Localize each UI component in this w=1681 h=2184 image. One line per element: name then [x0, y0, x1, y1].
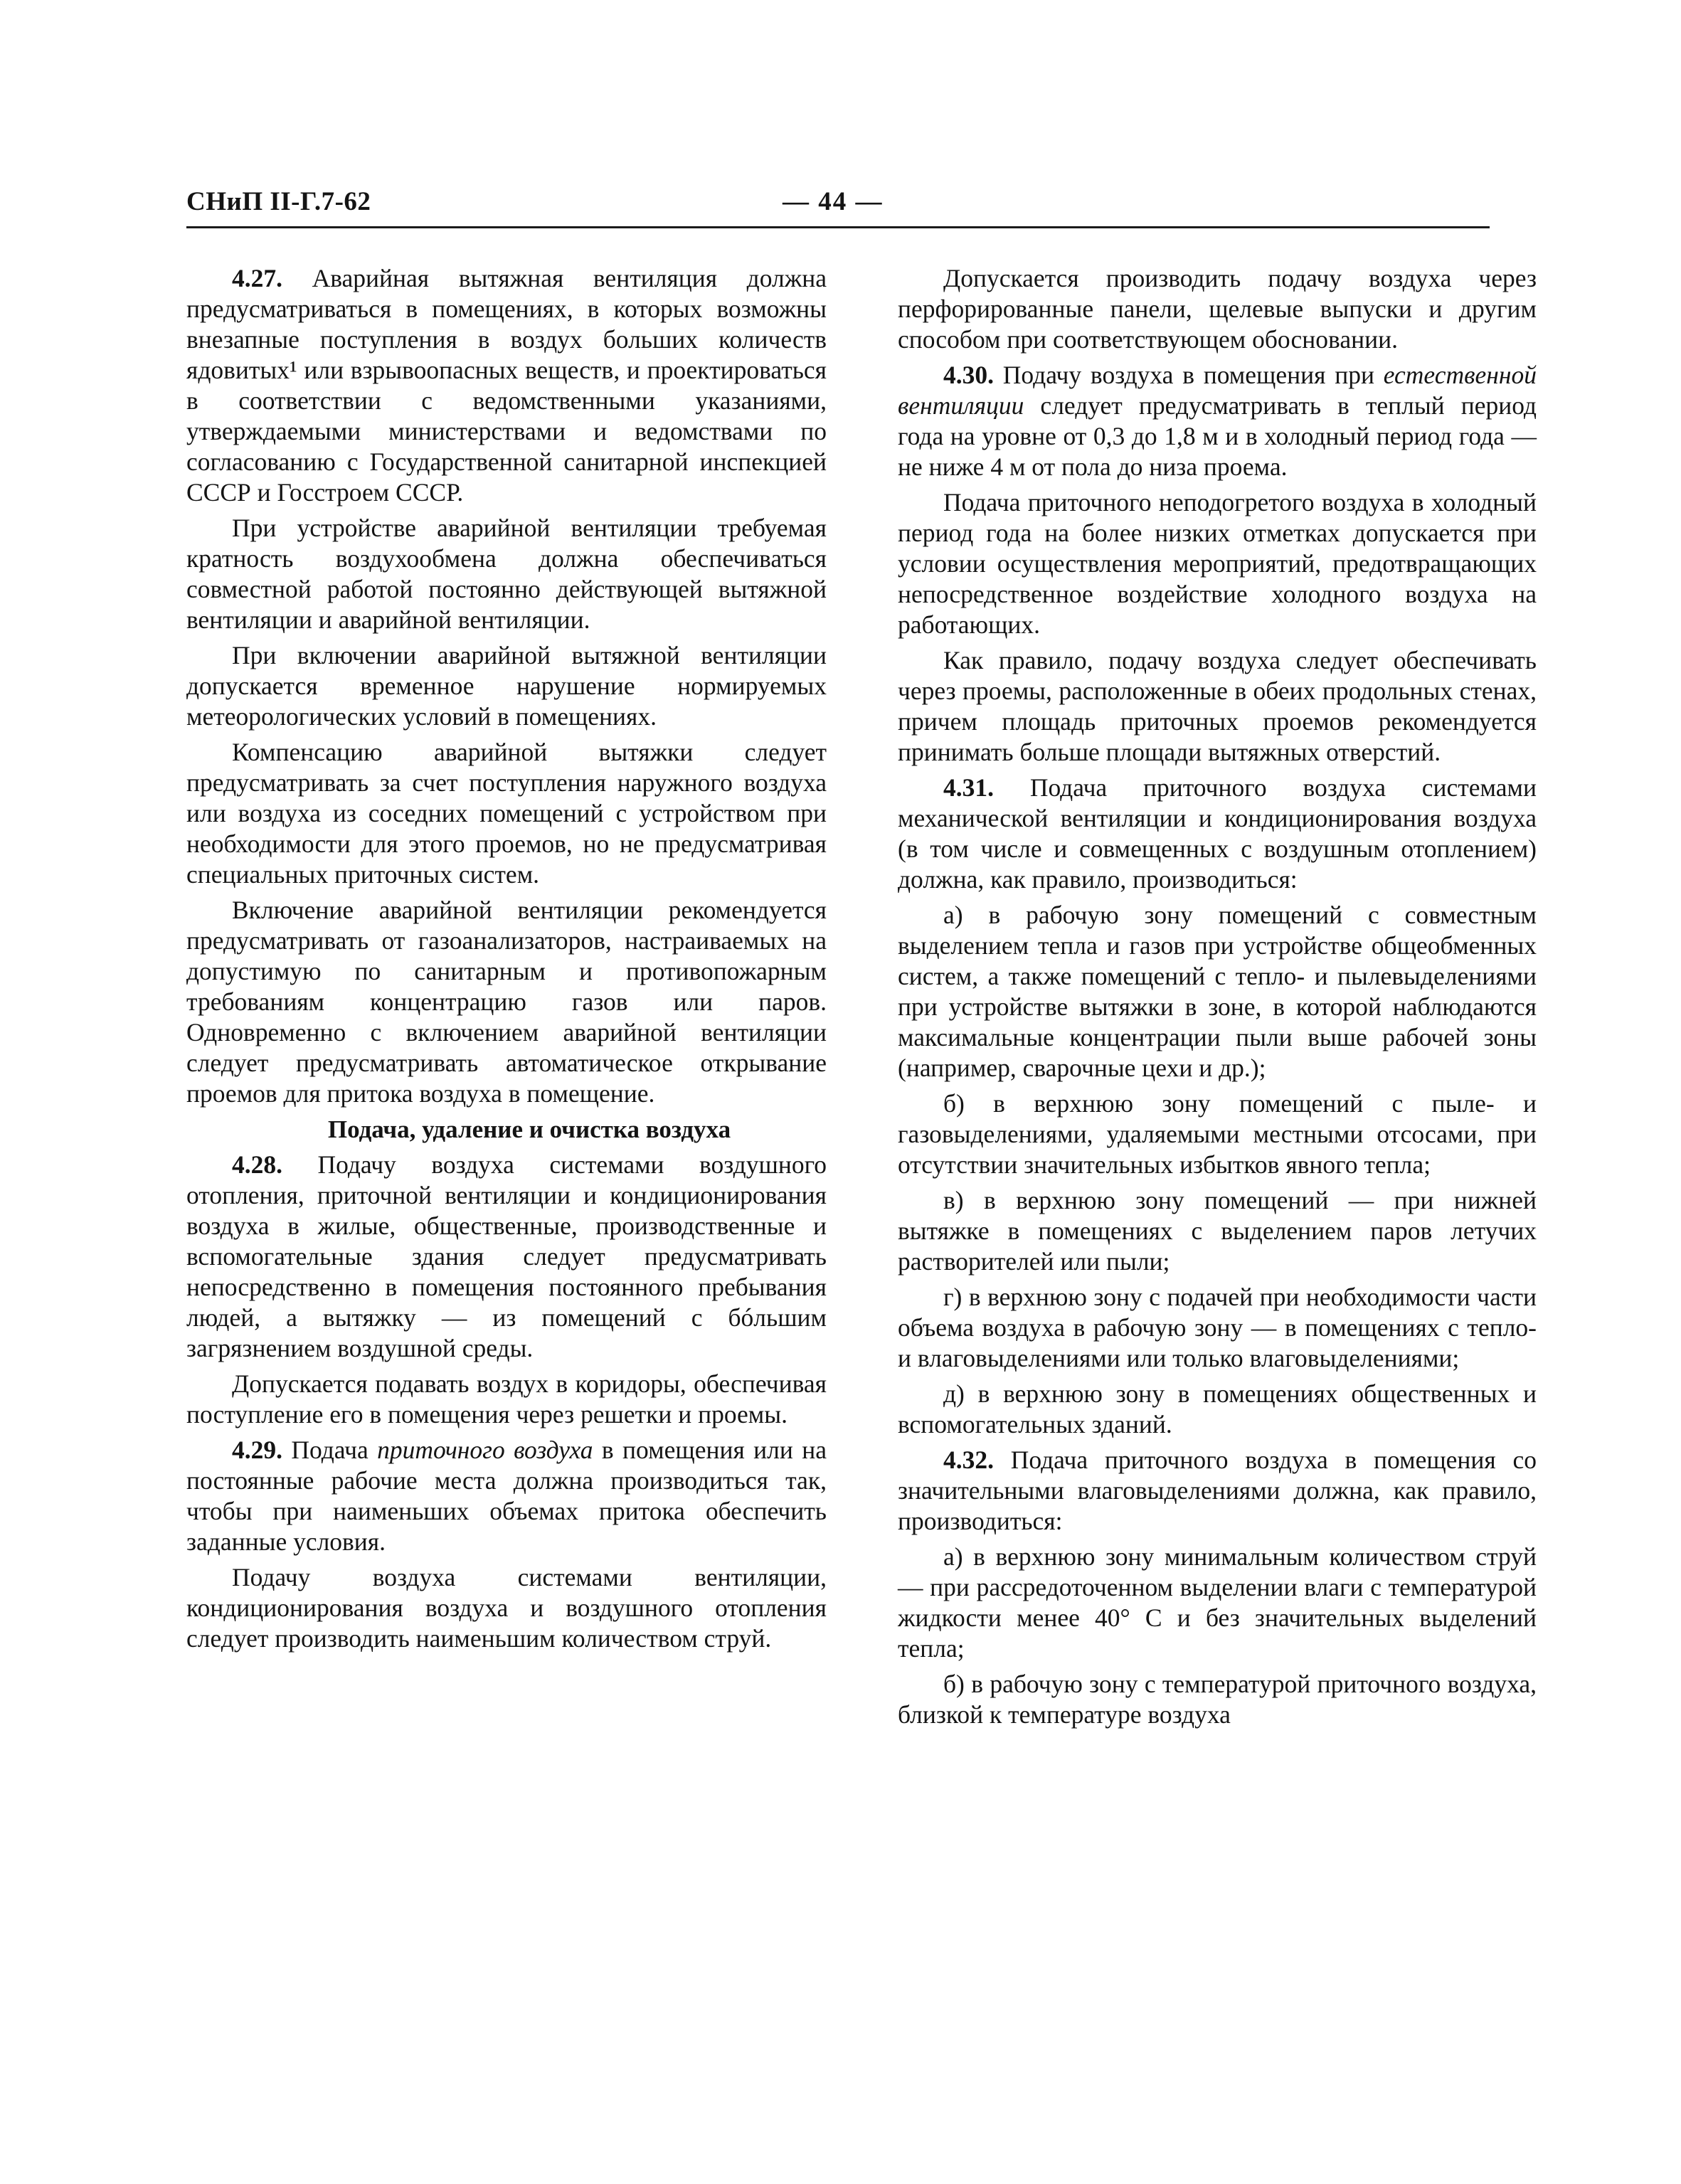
clause-number: 4.27.: [232, 264, 282, 292]
italic-term: приточного воздуха: [377, 1436, 593, 1464]
paragraph: При устройстве аварийной вентиляции требуемая кратность воздухообмена должна обеспечиваться совместной работой постоянно действующей вытяжной вентиляции и аварийной вентиляции.: [186, 514, 827, 634]
paragraph: Допускается производить подачу воздуха через перфорированные панели, щелевые выпуски и другим способом при соответствующем обосновании.: [898, 264, 1537, 354]
paragraph: Допускается подавать воздух в коридоры, обеспечивая поступление его в помещения через решетки и проемы.: [186, 1369, 827, 1428]
document-code: СНиП II-Г.7-62: [186, 187, 371, 216]
page-number: — 44 —: [783, 187, 884, 216]
clause-number: 4.30.: [943, 361, 994, 389]
paragraph-4-30: [898, 360, 1537, 482]
paragraph-text: Подача приточного воздуха системами механической вентиляции и кондиционирования воздуха (в том числе и совмещенных с воздушным отоплением) должна, как правило, производиться:: [898, 773, 1537, 894]
list-item: в) в верхнюю зону помещений — при нижней вытяжке в помещениях с выделением паров летучих растворителей или пыли;: [898, 1186, 1537, 1276]
paragraph-4-32: [898, 1445, 1537, 1537]
clause-number: 4.28.: [232, 1150, 282, 1179]
clause-number: 4.32.: [943, 1446, 994, 1474]
paragraph: Как правило, подачу воздуха следует обеспечивать через проемы, расположенные в обеих продольных стенах, причем площадь приточных проемов рекомендуется принимать больше площади вытяжных отверстий.: [898, 646, 1537, 766]
paragraph-text: в помещения или на постоянные рабочие места должна производиться так, чтобы при наименьших объемах притока обеспечить заданные условия.: [186, 1436, 827, 1556]
paragraph-text: Подача приточного воздуха в помещения со значительными влаговыделениями должна, как правило, производиться:: [898, 1446, 1537, 1535]
paragraph: Включение аварийной вентиляции рекомендуется предусматривать от газоанализаторов, настраиваемых на допустимую по санитарным и противопожарным требованиям концентрацию газов или паров. Одновременно с включением аварийной вентиляции следует предусматривать автоматическое открывание проемов для притока воздуха в помещение.: [186, 896, 827, 1108]
paragraph-4-29: [186, 1435, 827, 1557]
paragraph-4-31: [898, 773, 1537, 895]
paragraph-text: Подачу воздуха системами воздушного отопления, приточной вентиляции и кондиционирования воздуха в жилые, общественные, производственные и вспомогательные здания следует предусматривать непосредственно в помещения постоянного пребывания людей, а вытяжку — из помещений с бóльшим загрязнением воздушной среды.: [186, 1150, 827, 1362]
paragraph-text: Аварийная вытяжная вентиляция должна предусматриваться в помещениях, в которых возможны внезапные поступления в воздух больших количеств ядовитых¹ или взрывоопасных веществ, и проектироваться в соответствии с ведомственными указаниями, утверждаемыми министерствами и ведомствами по согласованию с Государственной санитарной инспекцией СССР и Госстроем СССР.: [186, 264, 827, 507]
left-column: [186, 263, 827, 1659]
right-column: [898, 263, 1537, 1735]
paragraph: При включении аварийной вытяжной вентиляции допускается временное нарушение нормируемых метеорологических условий в помещениях.: [186, 641, 827, 731]
header-rule: [186, 226, 1490, 228]
paragraph-text: следует предусматривать в теплый период года на уровне от 0,3 до 1,8 м и в холодный период года — не ниже 4 м от пола до низа проема.: [898, 391, 1537, 481]
section-title: Подача, удаление и очистка воздуха: [327, 1115, 731, 1143]
clause-number: 4.29.: [232, 1436, 282, 1464]
paragraph-4-27: [186, 263, 827, 508]
list-item: д) в верхнюю зону в помещениях общественных и вспомогательных зданий.: [898, 1379, 1537, 1438]
paragraph-4-28: [186, 1150, 827, 1364]
list-item: б) в верхнюю зону помещений с пыле- и газовыделениями, удаляемыми местными отсосами, при отсутствии значительных избытков явного тепла;: [898, 1089, 1537, 1179]
list-item: г) в верхнюю зону с подачей при необходимости части объема воздуха в рабочую зону — в помещениях с тепло- и влаговыделениями или только влаговыделениями;: [898, 1283, 1537, 1372]
paragraph: Компенсацию аварийной вытяжки следует предусматривать за счет поступления наружного воздуха или воздуха из соседних помещений с устройством при необходимости для этого проемов, но не предусматривая специальных приточных систем.: [186, 738, 827, 889]
list-item: а) в верхнюю зону минимальным количеством струй — при рассредоточенном выделении влаги с температурой жидкости менее 40° С и без значительных выделений тепла;: [898, 1542, 1537, 1663]
paragraph-text: Подачу воздуха в помещения при: [1002, 361, 1384, 389]
list-item: б) в рабочую зону с температурой приточного воздуха, близкой к температуре воздуха: [898, 1670, 1537, 1729]
clause-number: 4.31.: [943, 773, 994, 802]
page-header: [186, 186, 1490, 221]
paragraph-text: Подача: [291, 1436, 378, 1464]
paragraph: Подача приточного неподогретого воздуха в холодный период года на более низких отметках допускается при условии осуществления мероприятий, предотвращающих непосредственное воздействие холодного воздуха на работающих.: [898, 488, 1537, 639]
italic-term: естественной вентиляции: [898, 361, 1537, 420]
list-item: а) в рабочую зону помещений с совместным выделением тепла и газов при устройстве общеобменных систем, а также помещений с тепло- и пылевыделениями при устройстве вытяжки в зоне, в которой наблюдаются максимальные концентрации пыли выше рабочей зоны (например, сварочные цехи и др.);: [898, 901, 1537, 1082]
paragraph: Подачу воздуха системами вентиляции, кондиционирования воздуха и воздушного отопления следует производить наименьшим количеством струй.: [186, 1563, 827, 1653]
